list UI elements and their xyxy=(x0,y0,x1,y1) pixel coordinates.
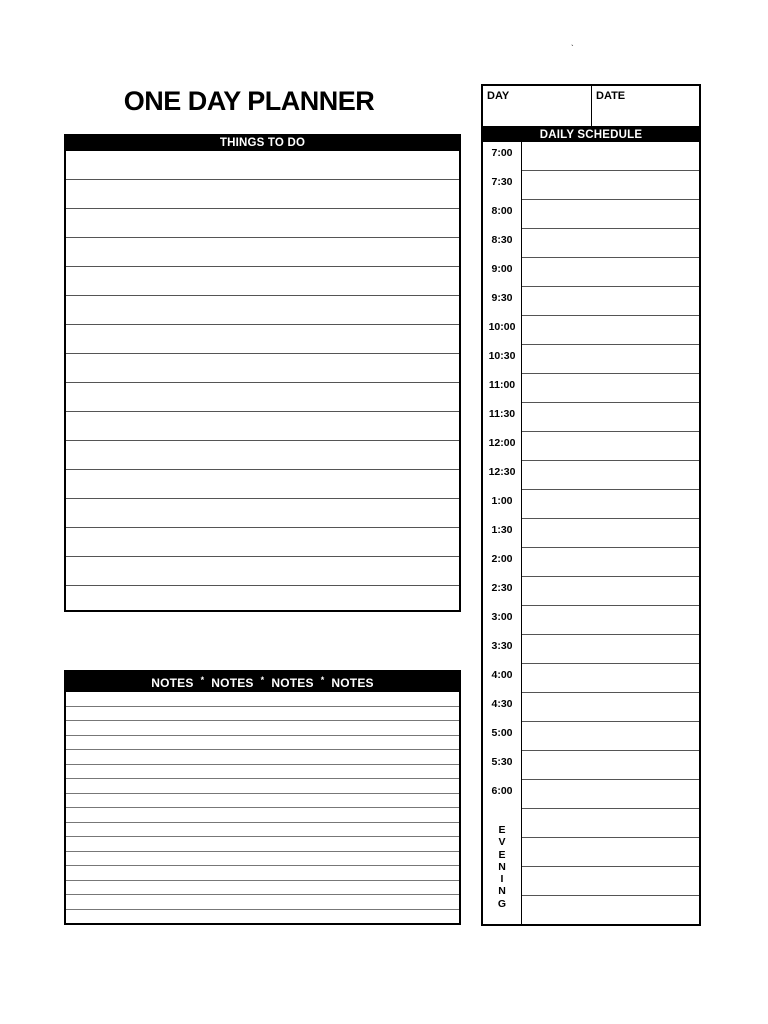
notes-header-word: NOTES xyxy=(271,676,314,690)
notes-line[interactable] xyxy=(66,852,459,867)
schedule-row xyxy=(483,606,699,635)
schedule-time-label: 4:00 xyxy=(483,664,522,693)
todo-line[interactable] xyxy=(66,151,459,180)
schedule-row xyxy=(483,490,699,519)
schedule-slot[interactable] xyxy=(522,751,699,780)
notes-line[interactable] xyxy=(66,707,459,722)
day-date-box xyxy=(481,84,701,128)
schedule-time-label: 10:00 xyxy=(483,316,522,345)
evening-slot[interactable] xyxy=(522,867,699,896)
schedule-time-label: 5:00 xyxy=(483,722,522,751)
schedule-row xyxy=(483,577,699,606)
schedule-row xyxy=(483,229,699,258)
notes-line[interactable] xyxy=(66,895,459,910)
schedule-row xyxy=(483,287,699,316)
schedule-time-label: 5:30 xyxy=(483,751,522,780)
schedule-slot[interactable] xyxy=(522,461,699,490)
schedule-time-label: 3:00 xyxy=(483,606,522,635)
todo-line[interactable] xyxy=(66,441,459,470)
evening-block xyxy=(483,809,699,925)
notes-line[interactable] xyxy=(66,910,459,925)
todo-line[interactable] xyxy=(66,470,459,499)
notes-line[interactable] xyxy=(66,779,459,794)
notes-line[interactable] xyxy=(66,750,459,765)
schedule-time-label: 6:00 xyxy=(483,780,522,809)
schedule-slot[interactable] xyxy=(522,403,699,432)
evening-letter: E xyxy=(498,848,506,861)
schedule-slot[interactable] xyxy=(522,693,699,722)
schedule-row xyxy=(483,664,699,693)
evening-letter: E xyxy=(498,824,506,837)
schedule-slot[interactable] xyxy=(522,577,699,606)
schedule-slot[interactable] xyxy=(522,200,699,229)
schedule-slot[interactable] xyxy=(522,490,699,519)
evening-label xyxy=(483,809,522,925)
todo-line[interactable] xyxy=(66,586,459,615)
schedule-time-label: 12:30 xyxy=(483,461,522,490)
schedule-row xyxy=(483,171,699,200)
schedule-slot[interactable] xyxy=(522,635,699,664)
notes-header-word: NOTES xyxy=(211,676,254,690)
schedule-time-label: 2:00 xyxy=(483,548,522,577)
schedule-slot[interactable] xyxy=(522,287,699,316)
schedule-rows xyxy=(483,142,699,809)
schedule-slot[interactable] xyxy=(522,722,699,751)
schedule-row xyxy=(483,751,699,780)
schedule-time-label: 9:00 xyxy=(483,258,522,287)
schedule-slot[interactable] xyxy=(522,519,699,548)
schedule-row xyxy=(483,403,699,432)
evening-letter: N xyxy=(498,885,506,898)
schedule-time-label: 4:30 xyxy=(483,693,522,722)
date-field[interactable]: DATE xyxy=(596,90,626,102)
notes-line[interactable] xyxy=(66,881,459,896)
schedule-time-label: 7:00 xyxy=(483,142,522,171)
todo-line[interactable] xyxy=(66,383,459,412)
evening-letter: V xyxy=(498,836,506,849)
todo-line[interactable] xyxy=(66,354,459,383)
schedule-row xyxy=(483,635,699,664)
schedule-slot[interactable] xyxy=(522,258,699,287)
schedule-slot[interactable] xyxy=(522,229,699,258)
schedule-time-label: 1:30 xyxy=(483,519,522,548)
schedule-time-label: 11:30 xyxy=(483,403,522,432)
schedule-row xyxy=(483,374,699,403)
schedule-time-label: 9:30 xyxy=(483,287,522,316)
evening-letter: G xyxy=(497,897,507,910)
evening-slot[interactable] xyxy=(522,809,699,838)
page-title: ONE DAY PLANNER xyxy=(123,86,375,116)
schedule-time-label: 1:00 xyxy=(483,490,522,519)
schedule-slot[interactable] xyxy=(522,780,699,809)
notes-line[interactable] xyxy=(66,692,459,707)
schedule-time-label: 11:00 xyxy=(483,374,522,403)
evening-letter: N xyxy=(498,860,506,873)
notes-separator: * xyxy=(200,675,205,685)
schedule-row xyxy=(483,780,699,809)
things-to-do-lines xyxy=(66,151,459,615)
notes-line[interactable] xyxy=(66,837,459,852)
daily-schedule-header: DAILY SCHEDULE xyxy=(483,128,699,142)
notes-lines xyxy=(66,692,459,924)
schedule-slot[interactable] xyxy=(522,432,699,461)
schedule-slot[interactable] xyxy=(522,171,699,200)
day-field[interactable]: DAY xyxy=(483,86,592,128)
daily-schedule xyxy=(481,126,701,926)
schedule-slot[interactable] xyxy=(522,142,699,171)
notes-line[interactable] xyxy=(66,736,459,751)
todo-line[interactable] xyxy=(66,238,459,267)
schedule-row xyxy=(483,258,699,287)
schedule-slot[interactable] xyxy=(522,316,699,345)
schedule-time-label: 8:00 xyxy=(483,200,522,229)
todo-line[interactable] xyxy=(66,412,459,441)
todo-line[interactable] xyxy=(66,209,459,238)
todo-line[interactable] xyxy=(66,180,459,209)
todo-line[interactable] xyxy=(66,296,459,325)
notes-separator: * xyxy=(320,675,325,685)
schedule-row xyxy=(483,722,699,751)
schedule-row xyxy=(483,142,699,171)
evening-slot[interactable] xyxy=(522,838,699,867)
todo-line[interactable] xyxy=(66,499,459,528)
things-to-do-section xyxy=(64,134,461,612)
schedule-slot[interactable] xyxy=(522,548,699,577)
schedule-row xyxy=(483,519,699,548)
notes-line[interactable] xyxy=(66,794,459,809)
evening-slot[interactable] xyxy=(522,896,699,925)
schedule-row xyxy=(483,200,699,229)
evening-letter: I xyxy=(500,873,504,886)
schedule-time-label: 10:30 xyxy=(483,345,522,374)
notes-line[interactable] xyxy=(66,808,459,823)
schedule-time-label: 8:30 xyxy=(483,229,522,258)
schedule-time-label: 2:30 xyxy=(483,577,522,606)
schedule-slot[interactable] xyxy=(522,345,699,374)
todo-line[interactable] xyxy=(66,528,459,557)
schedule-slot[interactable] xyxy=(522,606,699,635)
notes-line[interactable] xyxy=(66,866,459,881)
notes-header xyxy=(66,672,459,692)
schedule-time-label: 7:30 xyxy=(483,171,522,200)
schedule-row xyxy=(483,461,699,490)
schedule-row xyxy=(483,693,699,722)
notes-section xyxy=(64,670,461,925)
tick-mark: ` xyxy=(571,44,574,53)
notes-line[interactable] xyxy=(66,721,459,736)
schedule-slot[interactable] xyxy=(522,664,699,693)
schedule-row xyxy=(483,432,699,461)
schedule-row xyxy=(483,316,699,345)
todo-line[interactable] xyxy=(66,557,459,586)
notes-line[interactable] xyxy=(66,765,459,780)
evening-slots xyxy=(522,809,699,925)
schedule-time-label: 12:00 xyxy=(483,432,522,461)
notes-separator: * xyxy=(260,675,265,685)
schedule-slot[interactable] xyxy=(522,374,699,403)
notes-line[interactable] xyxy=(66,823,459,838)
todo-line[interactable] xyxy=(66,267,459,296)
schedule-time-label: 3:30 xyxy=(483,635,522,664)
schedule-row xyxy=(483,345,699,374)
notes-header-word: NOTES xyxy=(151,676,194,690)
todo-line[interactable] xyxy=(66,325,459,354)
things-to-do-header: THINGS TO DO xyxy=(66,136,459,151)
schedule-row xyxy=(483,548,699,577)
notes-header-word: NOTES xyxy=(331,676,374,690)
